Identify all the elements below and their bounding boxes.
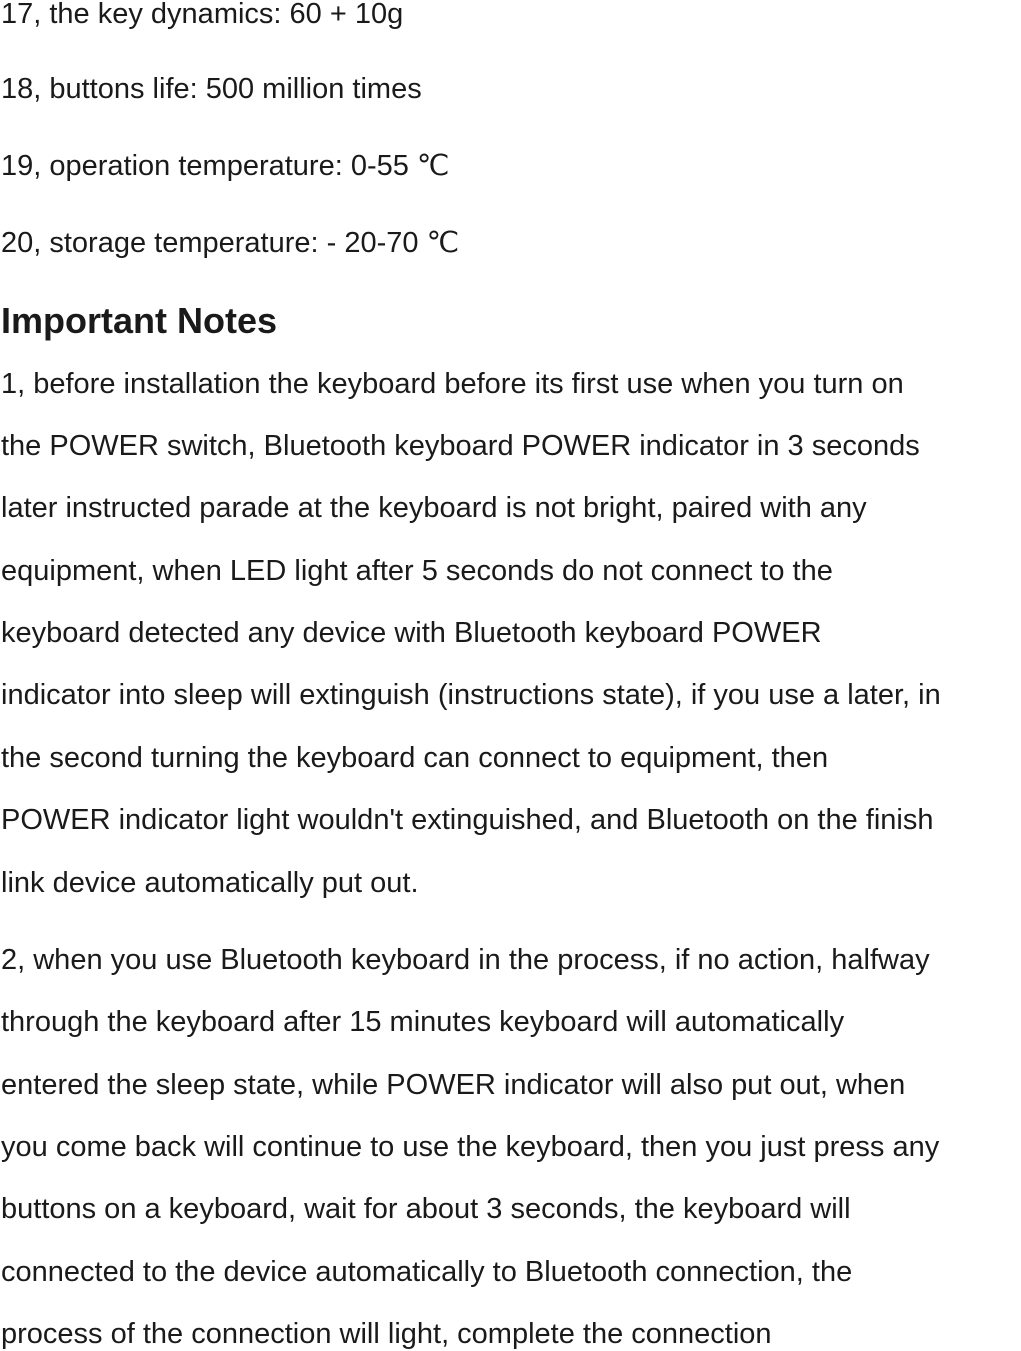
note-line: keyboard detected any device with Bluetooth keyboard POWER <box>1 617 822 649</box>
spec-line: 20, storage temperature: - 20-70 ℃ <box>1 227 460 259</box>
note-line: process of the connection will light, complete the connection <box>1 1318 772 1350</box>
note-line: entered the sleep state, while POWER indicator will also put out, when <box>1 1069 906 1101</box>
note-line: connected to the device automatically to Bluetooth connection, the <box>1 1256 853 1288</box>
note-line: POWER indicator light wouldn't extinguished, and Bluetooth on the finish <box>1 804 934 836</box>
note-line: 1, before installation the keyboard before its first use when you turn on <box>1 368 904 400</box>
note-line: indicator into sleep will extinguish (instructions state), if you use a later, in <box>1 679 941 711</box>
spec-line: 19, operation temperature: 0-55 ℃ <box>1 150 450 182</box>
note-line: through the keyboard after 15 minutes keyboard will automatically <box>1 1006 845 1038</box>
section-heading: Important Notes <box>1 300 278 341</box>
note-line: the second turning the keyboard can connect to equipment, then <box>1 742 829 774</box>
note-line: equipment, when LED light after 5 seconds do not connect to the <box>1 555 833 587</box>
note-line: you come back will continue to use the keyboard, then you just press any <box>1 1131 940 1163</box>
spec-line: 17, the key dynamics: 60 + 10g <box>1 0 404 30</box>
note-line: later instructed parade at the keyboard is not bright, paired with any <box>1 492 867 524</box>
note-line: 2, when you use Bluetooth keyboard in the process, if no action, halfway <box>1 944 930 976</box>
spec-line: 18, buttons life: 500 million times <box>1 73 422 105</box>
note-line: link device automatically put out. <box>1 867 419 899</box>
note-line: the POWER switch, Bluetooth keyboard POWER indicator in 3 seconds <box>1 430 920 462</box>
note-line: buttons on a keyboard, wait for about 3 seconds, the keyboard will <box>1 1193 851 1225</box>
